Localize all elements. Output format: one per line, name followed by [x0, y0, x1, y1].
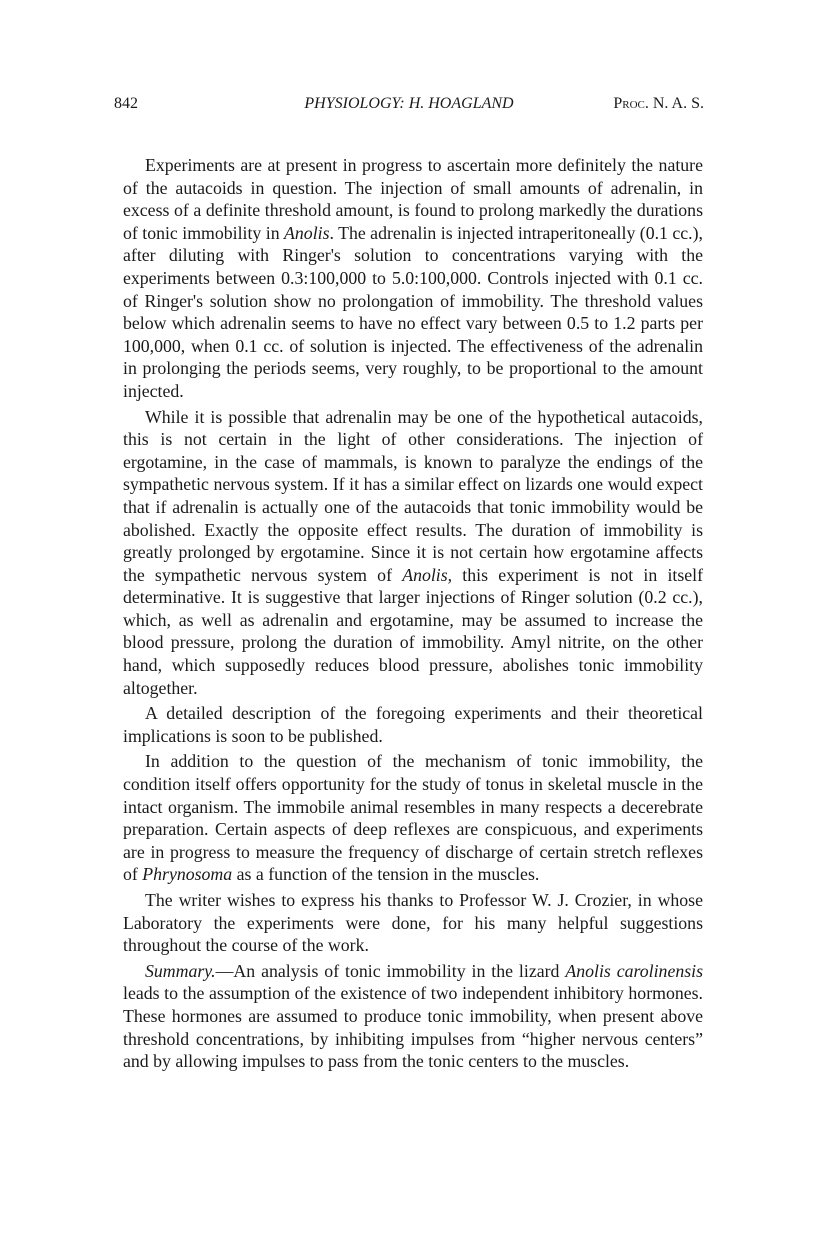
journal-abbreviation: Proc. N. A. S. — [613, 95, 704, 112]
paragraph-summary: Summary.—An analysis of tonic immobility in the lizard Anolis carolinensis leads to the assumption of the existence of two independent inhibitory hormones. These hormones are assumed to produce tonic immobility, when present above threshold concentrations, by inhibiting impulses from “higher nervous centers” and by allowing impulses to pass from the tonic centers to the muscles. — [123, 960, 704, 1072]
paragraph-publication-note: A detailed description of the foregoing experiments and their theoretical implications is soon to be published. — [123, 703, 703, 746]
paragraph-tonus-study: In addition to the question of the mechanism of tonic immobility, the condition itself offers opportunity for the study of tonus in skeletal muscle in the intact organism. The immobile animal resembles in many respects a decerebrate preparation. Certain aspects of deep reflexes are conspicuous, and experiments are in progress to measure the frequency of discharge of certain stretch reflexes of Phrynosoma as a function of the tension in the muscles. — [123, 751, 703, 885]
paragraph-ergotamine: While it is possible that adrenalin may be one of the hypothetical autacoids, this is not certain in the light of other considerations. The injection of ergotamine, in the case of mammals, is known to paralyze the endings of the sympathetic nervous system. If it has a similar effect on lizards one would expect that if adrenalin is actually one of the autacoids that tonic immobility would be abolished. Exactly the opposite effect results. The duration of immobility is greatly prolonged by ergotamine. Since it is not certain how ergotamine affects the sympathetic nervous system of Anolis, this experiment is not in itself determinative. It is suggestive that larger injections of Ringer solution (0.2 cc.), which, as well as adrenalin and ergotamine, may be assumed to increase the blood pressure, prolong the duration of immobility. Amyl nitrite, on the other hand, which supposedly reduces blood pressure, abolishes tonic immobility altogether. — [123, 406, 703, 698]
page-header — [114, 95, 704, 117]
paragraph-adrenalin-experiments: Experiments are at present in progress to ascertain more definitely the nature of the autacoids in question. The injection of small amounts of adrenalin, in excess of a definite threshold amount, is found to prolong markedly the durations of tonic immobility in Anolis. The adrenalin is injected intraperitoneally (0.1 cc.), after diluting with Ringer's solution to concentrations varying with the experiments between 0.3:100,000 to 5.0:100,000. Controls injected with 0.1 cc. of Ringer's solution show no prolongation of immobility. The threshold values below which adrenalin seems to have no effect vary between 0.5 to 1.2 parts per 100,000, when 0.1 cc. of solution is injected. The effectiveness of the adrenalin in prolonging the periods seems, very roughly, to be proportional to the amount injected. — [123, 155, 703, 401]
article-body — [123, 154, 703, 1073]
running-title: PHYSIOLOGY: H. HOAGLAND — [304, 95, 514, 112]
page-number: 842 — [114, 95, 138, 112]
paragraph-acknowledgements: The writer wishes to express his thanks to Professor W. J. Crozier, in whose Laboratory the experiments were done, for his many helpful suggestions throughout the course of the work. — [123, 890, 703, 956]
